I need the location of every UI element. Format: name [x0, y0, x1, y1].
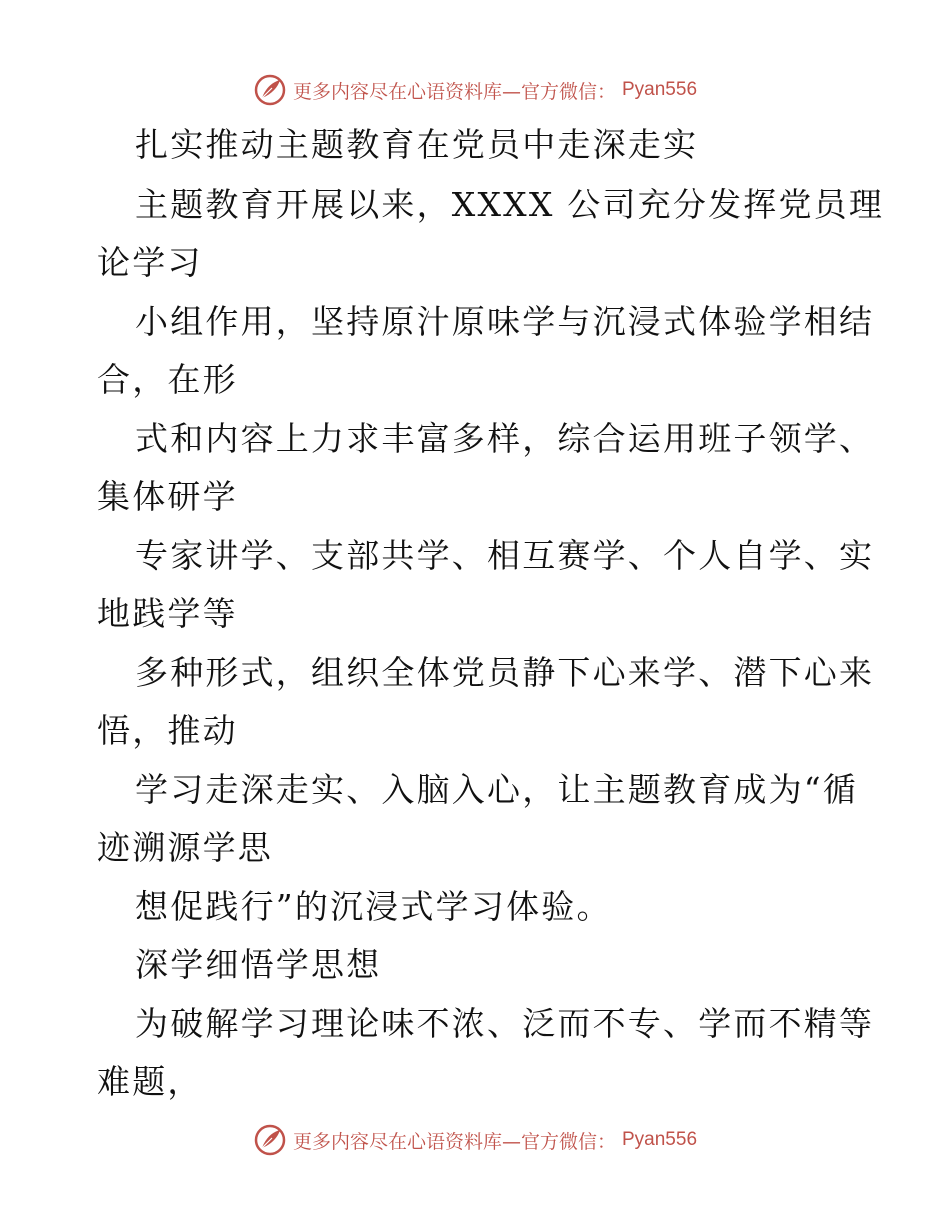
paragraph-line: 想促践行”的沉浸式学习体验。 [135, 887, 612, 926]
paragraph-line: 合，在形 [97, 360, 238, 399]
paragraph-line: 地践学等 [97, 594, 238, 633]
paragraph-line: 难题， [97, 1062, 203, 1101]
feather-pen-logo-icon [253, 73, 287, 107]
paragraph-line: 学习走深走实、入脑入心，让主题教育成为“循 [135, 770, 859, 809]
feather-pen-logo-icon [253, 1123, 287, 1157]
paragraph-line: 悟，推动 [97, 711, 238, 750]
paragraph-line: 为破解学习理论味不浓、泛而不专、学而不精等 [135, 1004, 875, 1043]
paragraph-line: 专家讲学、支部共学、相互赛学、个人自学、实 [135, 536, 875, 575]
watermark-account: Pyan556 [622, 79, 698, 100]
footer-watermark [0, 1120, 950, 1160]
paragraph-line: 多种形式，组织全体党员静下心来学、潜下心来 [135, 653, 875, 692]
paragraph-line: 主题教育开展以来，XXXX 公司充分发挥党员理 [135, 185, 885, 224]
paragraph-line: 式和内容上力求丰富多样，综合运用班子领学、 [135, 419, 875, 458]
watermark-text: 更多内容尽在心语资料库—官方微信： [292, 80, 616, 103]
paragraph-line: 集体研学 [97, 477, 238, 516]
header-watermark [0, 70, 950, 110]
watermark-text: 更多内容尽在心语资料库—官方微信： [292, 1130, 616, 1153]
document-title: 扎实推动主题教育在党员中走深走实 [135, 125, 699, 164]
paragraph-line: 迹溯源学思 [97, 828, 273, 867]
paragraph-line: 小组作用，坚持原汁原味学与沉浸式体验学相结 [135, 302, 875, 341]
paragraph-line: 论学习 [97, 243, 203, 282]
watermark-account: Pyan556 [622, 1129, 698, 1150]
section-heading: 深学细悟学思想 [135, 945, 382, 984]
